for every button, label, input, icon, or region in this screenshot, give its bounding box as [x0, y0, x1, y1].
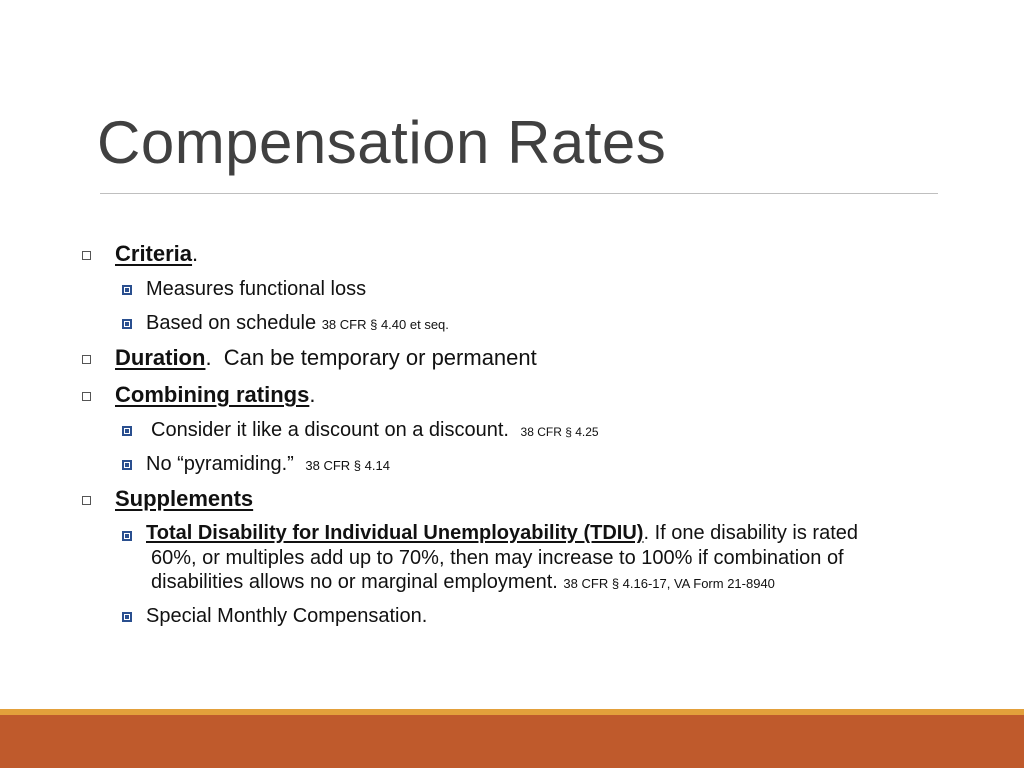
bullet-square-icon [82, 496, 91, 505]
sub-bullet-icon [122, 426, 132, 436]
duration-text: Can be temporary or permanent [223, 345, 537, 370]
tdiu-text-3: disabilities allows no or marginal employment. [151, 571, 558, 593]
footer-bar [0, 715, 1024, 768]
slide-title: Compensation Rates [97, 109, 667, 176]
sub-bullet-icon [122, 285, 132, 295]
schedule-text: Based on schedule [146, 312, 317, 334]
tdiu-text-3-line [146, 570, 968, 597]
bullet-criteria [115, 239, 198, 269]
term-combining-ratings: Combining ratings [115, 382, 310, 407]
bullet-square-icon [82, 251, 91, 260]
sub-bullet-schedule [146, 310, 449, 338]
punct: . [205, 345, 212, 370]
bullet-supplements [115, 484, 253, 514]
sub-bullet-icon [122, 531, 132, 541]
bullet-square-icon [82, 392, 91, 401]
sub-bullet-functional-loss: Measures functional loss [146, 278, 367, 300]
sub-bullet-icon [122, 612, 132, 622]
punct: . [192, 241, 199, 266]
tdiu-text-2: 60%, or multiples add up to 70%, then may increase to 100% if combination of [151, 546, 844, 569]
sub-bullet-pyramiding [146, 451, 390, 479]
sub-bullet-smc: Special Monthly Compensation. [146, 605, 428, 627]
sub-bullet-tdiu [146, 521, 968, 597]
term-supplements: Supplements [115, 486, 254, 511]
bullet-combining-ratings [115, 380, 315, 410]
discount-text: Consider it like a discount on a discount. [151, 419, 509, 441]
bullet-duration [115, 343, 537, 373]
sub-bullet-icon [122, 460, 132, 470]
citation: 38 CFR § 4.14 [305, 458, 390, 473]
pyramiding-text: No “pyramiding.” [146, 453, 294, 475]
sub-bullet-discount [151, 417, 599, 445]
sub-bullet-icon [122, 319, 132, 329]
punct: . [309, 382, 316, 407]
bullet-square-icon [82, 355, 91, 364]
citation: 38 CFR § 4.25 [520, 425, 599, 439]
term-tdiu: Total Disability for Individual Unemployability (TDIU) [146, 522, 644, 544]
citation: 38 CFR § 4.40 et seq. [321, 317, 449, 332]
term-criteria: Criteria [115, 241, 193, 266]
citation: 38 CFR § 4.16-17, VA Form 21-8940 [563, 576, 775, 591]
tdiu-text-1: . If one disability is rated [643, 522, 859, 544]
term-duration: Duration [115, 345, 206, 370]
